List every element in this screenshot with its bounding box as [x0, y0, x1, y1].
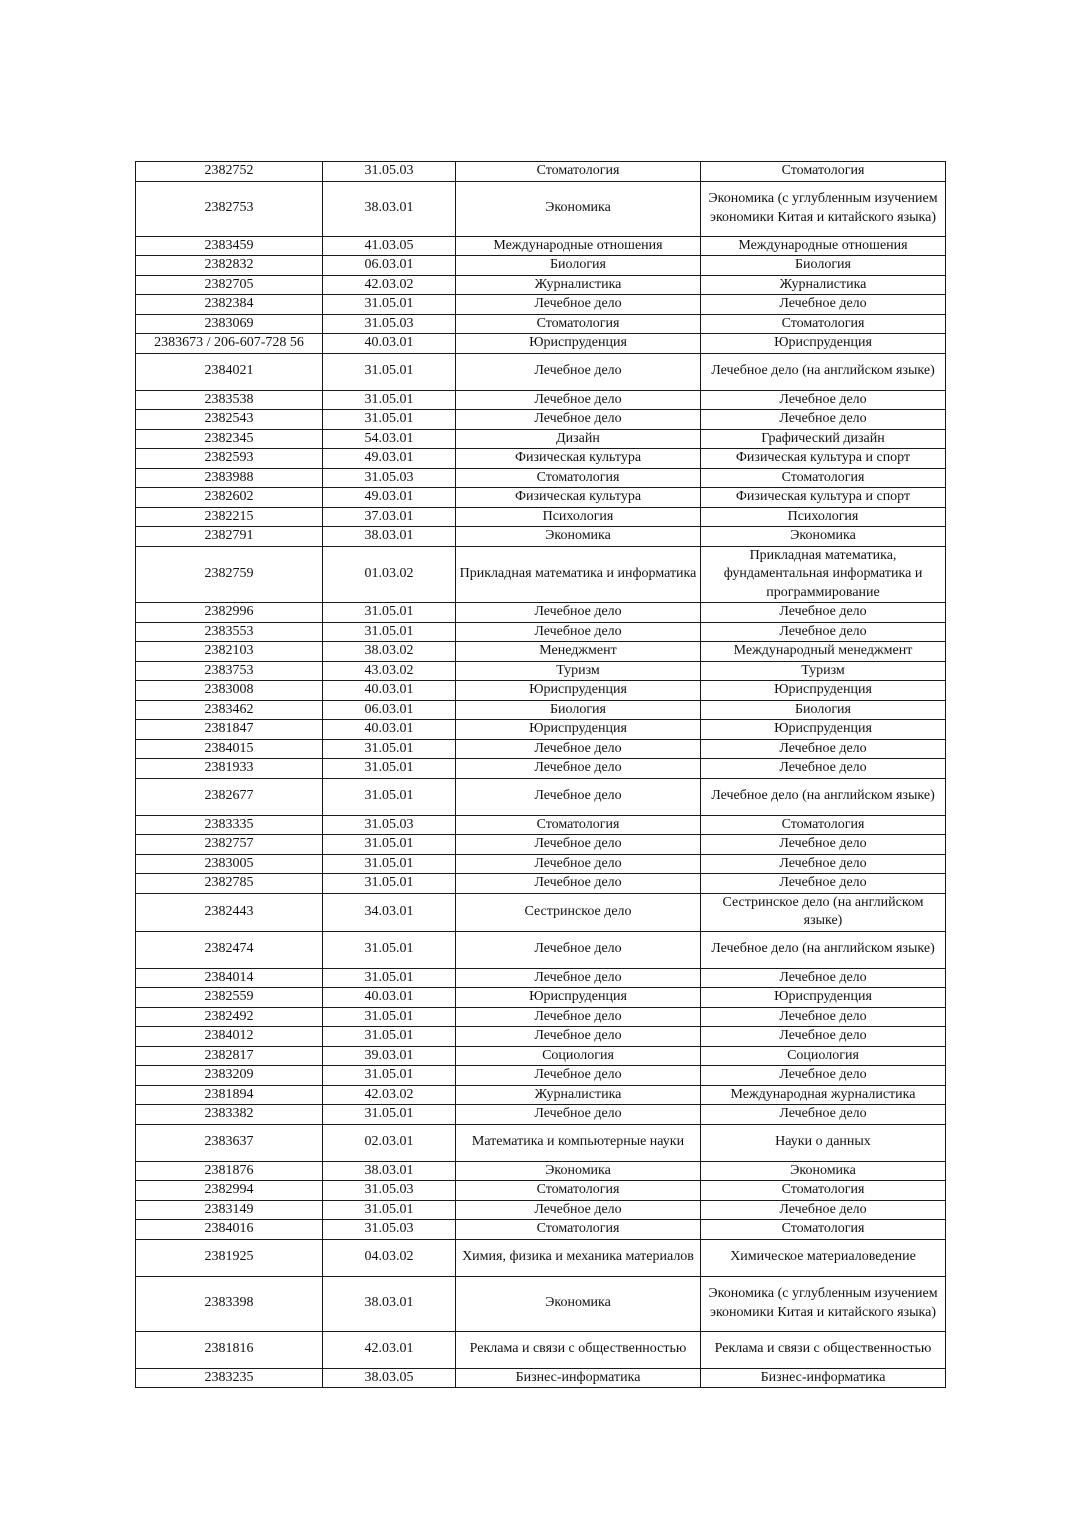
- table-row: [136, 968, 946, 988]
- applicant-id-cell: 2382443: [136, 893, 323, 931]
- applicant-id-cell: 2384012: [136, 1027, 323, 1047]
- profile-name-cell: Биология: [701, 256, 946, 276]
- program-code-cell: 38.03.01: [323, 181, 456, 236]
- table-row: [136, 661, 946, 681]
- profile-name-cell: Графический дизайн: [701, 429, 946, 449]
- profile-name-cell: Биология: [701, 700, 946, 720]
- table-row: [136, 1027, 946, 1047]
- program-name-cell: Лечебное дело: [456, 759, 701, 779]
- program-name-cell: Стоматология: [456, 468, 701, 488]
- program-code-cell: 31.05.01: [323, 353, 456, 390]
- applicant-id-cell: 2383005: [136, 854, 323, 874]
- profile-name-cell: Лечебное дело (на английском языке): [701, 778, 946, 815]
- program-code-cell: 31.05.01: [323, 854, 456, 874]
- table-row: [136, 1220, 946, 1240]
- program-name-cell: Лечебное дело: [456, 622, 701, 642]
- program-name-cell: Лечебное дело: [456, 410, 701, 430]
- program-name-cell: Лечебное дело: [456, 835, 701, 855]
- profile-name-cell: Химическое материаловедение: [701, 1239, 946, 1276]
- profile-name-cell: Лечебное дело: [701, 622, 946, 642]
- program-name-cell: Международные отношения: [456, 236, 701, 256]
- table-row: [136, 815, 946, 835]
- applicant-id-cell: 2382752: [136, 162, 323, 182]
- table-row: [136, 778, 946, 815]
- program-name-cell: Стоматология: [456, 1181, 701, 1201]
- program-code-cell: 54.03.01: [323, 429, 456, 449]
- profile-name-cell: Юриспруденция: [701, 681, 946, 701]
- table-row: [136, 275, 946, 295]
- program-name-cell: Социология: [456, 1046, 701, 1066]
- table-row: [136, 739, 946, 759]
- applicant-id-cell: 2384016: [136, 1220, 323, 1240]
- table-row: [136, 1105, 946, 1125]
- profile-name-cell: Лечебное дело (на английском языке): [701, 931, 946, 968]
- table-row: [136, 507, 946, 527]
- table-row: [136, 314, 946, 334]
- program-name-cell: Лечебное дело: [456, 1105, 701, 1125]
- table-row: [136, 854, 946, 874]
- program-code-cell: 31.05.01: [323, 931, 456, 968]
- profile-name-cell: Психология: [701, 507, 946, 527]
- applicant-id-cell: 2383753: [136, 661, 323, 681]
- profile-name-cell: Лечебное дело (на английском языке): [701, 353, 946, 390]
- applicant-id-cell: 2382602: [136, 488, 323, 508]
- program-name-cell: Сестринское дело: [456, 893, 701, 931]
- program-name-cell: Журналистика: [456, 275, 701, 295]
- profile-name-cell: Лечебное дело: [701, 1007, 946, 1027]
- program-name-cell: Биология: [456, 700, 701, 720]
- program-code-cell: 39.03.01: [323, 1046, 456, 1066]
- profile-name-cell: Лечебное дело: [701, 968, 946, 988]
- table-row: [136, 720, 946, 740]
- applicant-id-cell: 2383382: [136, 1105, 323, 1125]
- program-name-cell: Стоматология: [456, 1220, 701, 1240]
- table-row: [136, 1161, 946, 1181]
- program-name-cell: Реклама и связи с общественностью: [456, 1331, 701, 1368]
- table-row: [136, 681, 946, 701]
- program-name-cell: Химия, физика и механика материалов: [456, 1239, 701, 1276]
- applicant-id-cell: 2382994: [136, 1181, 323, 1201]
- program-code-cell: 31.05.01: [323, 295, 456, 315]
- applicant-id-cell: 2382103: [136, 642, 323, 662]
- program-name-cell: Экономика: [456, 181, 701, 236]
- profile-name-cell: Стоматология: [701, 162, 946, 182]
- applicant-id-cell: 2382677: [136, 778, 323, 815]
- program-name-cell: Лечебное дело: [456, 739, 701, 759]
- profile-name-cell: Стоматология: [701, 1181, 946, 1201]
- applicant-id-cell: 2383538: [136, 390, 323, 410]
- applicant-id-cell: 2383235: [136, 1368, 323, 1388]
- profile-name-cell: Юриспруденция: [701, 720, 946, 740]
- table-row: [136, 988, 946, 1008]
- table-row: [136, 390, 946, 410]
- program-name-cell: Лечебное дело: [456, 295, 701, 315]
- program-code-cell: 43.03.02: [323, 661, 456, 681]
- program-name-cell: Физическая культура: [456, 449, 701, 469]
- program-name-cell: Лечебное дело: [456, 1066, 701, 1086]
- profile-name-cell: Науки о данных: [701, 1124, 946, 1161]
- profile-name-cell: Реклама и связи с общественностью: [701, 1331, 946, 1368]
- profile-name-cell: Стоматология: [701, 1220, 946, 1240]
- profile-name-cell: Лечебное дело: [701, 1105, 946, 1125]
- program-name-cell: Лечебное дело: [456, 931, 701, 968]
- applicant-id-cell: 2383637: [136, 1124, 323, 1161]
- applicant-id-cell: 2382757: [136, 835, 323, 855]
- table-row: [136, 334, 946, 354]
- table-row: [136, 527, 946, 547]
- program-code-cell: 02.03.01: [323, 1124, 456, 1161]
- program-code-cell: 31.05.01: [323, 759, 456, 779]
- program-name-cell: Лечебное дело: [456, 390, 701, 410]
- table-row: [136, 759, 946, 779]
- table-row: [136, 449, 946, 469]
- applicant-id-cell: 2382996: [136, 603, 323, 623]
- applicant-id-cell: 2382759: [136, 546, 323, 603]
- program-name-cell: Стоматология: [456, 314, 701, 334]
- program-name-cell: Лечебное дело: [456, 1200, 701, 1220]
- program-name-cell: Лечебное дело: [456, 1007, 701, 1027]
- table-row: [136, 353, 946, 390]
- program-code-cell: 31.05.03: [323, 314, 456, 334]
- table-row: [136, 700, 946, 720]
- program-code-cell: 31.05.03: [323, 815, 456, 835]
- program-code-cell: 49.03.01: [323, 449, 456, 469]
- program-code-cell: 31.05.01: [323, 968, 456, 988]
- table-row: [136, 1085, 946, 1105]
- program-code-cell: 37.03.01: [323, 507, 456, 527]
- applicant-id-cell: 2382785: [136, 874, 323, 894]
- program-name-cell: Стоматология: [456, 815, 701, 835]
- applicant-id-cell: 2383008: [136, 681, 323, 701]
- program-name-cell: Лечебное дело: [456, 968, 701, 988]
- profile-name-cell: Стоматология: [701, 815, 946, 835]
- program-name-cell: Стоматология: [456, 162, 701, 182]
- table-body: [136, 162, 946, 1388]
- program-name-cell: Дизайн: [456, 429, 701, 449]
- program-name-cell: Экономика: [456, 527, 701, 547]
- table-row: [136, 1239, 946, 1276]
- table-row: [136, 1331, 946, 1368]
- program-name-cell: Лечебное дело: [456, 778, 701, 815]
- program-code-cell: 31.05.01: [323, 390, 456, 410]
- table-row: [136, 835, 946, 855]
- table-row: [136, 1046, 946, 1066]
- table-row: [136, 236, 946, 256]
- table-row: [136, 1181, 946, 1201]
- program-code-cell: 31.05.01: [323, 622, 456, 642]
- program-name-cell: Биология: [456, 256, 701, 276]
- program-code-cell: 42.03.01: [323, 1331, 456, 1368]
- program-code-cell: 31.05.01: [323, 1105, 456, 1125]
- applicant-id-cell: 2384021: [136, 353, 323, 390]
- applicant-id-cell: 2382817: [136, 1046, 323, 1066]
- program-code-cell: 40.03.01: [323, 720, 456, 740]
- profile-name-cell: Экономика: [701, 527, 946, 547]
- applicant-id-cell: 2384014: [136, 968, 323, 988]
- program-code-cell: 31.05.03: [323, 468, 456, 488]
- applicant-id-cell: 2383335: [136, 815, 323, 835]
- profile-name-cell: Юриспруденция: [701, 334, 946, 354]
- profile-name-cell: Стоматология: [701, 468, 946, 488]
- program-name-cell: Менеджмент: [456, 642, 701, 662]
- program-code-cell: 38.03.01: [323, 1161, 456, 1181]
- profile-name-cell: Лечебное дело: [701, 874, 946, 894]
- applicant-id-cell: 2381933: [136, 759, 323, 779]
- program-code-cell: 42.03.02: [323, 275, 456, 295]
- program-code-cell: 04.03.02: [323, 1239, 456, 1276]
- program-code-cell: 06.03.01: [323, 700, 456, 720]
- program-code-cell: 38.03.01: [323, 527, 456, 547]
- program-code-cell: 31.05.01: [323, 1200, 456, 1220]
- table-row: [136, 295, 946, 315]
- profile-name-cell: Лечебное дело: [701, 835, 946, 855]
- program-code-cell: 40.03.01: [323, 334, 456, 354]
- program-name-cell: Лечебное дело: [456, 874, 701, 894]
- table-row: [136, 1368, 946, 1388]
- program-code-cell: 40.03.01: [323, 681, 456, 701]
- applicant-id-cell: 2383553: [136, 622, 323, 642]
- program-name-cell: Юриспруденция: [456, 720, 701, 740]
- program-code-cell: 31.05.03: [323, 1181, 456, 1201]
- profile-name-cell: Лечебное дело: [701, 1027, 946, 1047]
- profile-name-cell: Лечебное дело: [701, 854, 946, 874]
- applicant-id-cell: 2383209: [136, 1066, 323, 1086]
- table-row: [136, 1124, 946, 1161]
- table-row: [136, 931, 946, 968]
- program-name-cell: Лечебное дело: [456, 353, 701, 390]
- program-code-cell: 49.03.01: [323, 488, 456, 508]
- profile-name-cell: Сестринское дело (на английском языке): [701, 893, 946, 931]
- applicant-id-cell: 2382345: [136, 429, 323, 449]
- applicant-id-cell: 2382559: [136, 988, 323, 1008]
- table-row: [136, 429, 946, 449]
- program-code-cell: 31.05.01: [323, 739, 456, 759]
- applicant-id-cell: 2381847: [136, 720, 323, 740]
- profile-name-cell: Лечебное дело: [701, 1066, 946, 1086]
- program-name-cell: Журналистика: [456, 1085, 701, 1105]
- table-row: [136, 1066, 946, 1086]
- profile-name-cell: Туризм: [701, 661, 946, 681]
- program-name-cell: Юриспруденция: [456, 681, 701, 701]
- table-row: [136, 488, 946, 508]
- applicant-id-cell: 2382753: [136, 181, 323, 236]
- program-code-cell: 40.03.01: [323, 988, 456, 1008]
- table-row: [136, 256, 946, 276]
- profile-name-cell: Лечебное дело: [701, 390, 946, 410]
- profile-name-cell: Международный менеджмент: [701, 642, 946, 662]
- table-row: [136, 603, 946, 623]
- profile-name-cell: Социология: [701, 1046, 946, 1066]
- program-name-cell: Туризм: [456, 661, 701, 681]
- profile-name-cell: Лечебное дело: [701, 295, 946, 315]
- table-row: [136, 546, 946, 603]
- applicant-id-cell: 2383459: [136, 236, 323, 256]
- applicant-id-cell: 2382705: [136, 275, 323, 295]
- table-row: [136, 622, 946, 642]
- applicants-table: [135, 161, 946, 1388]
- profile-name-cell: Лечебное дело: [701, 739, 946, 759]
- program-name-cell: Экономика: [456, 1161, 701, 1181]
- program-code-cell: 31.05.01: [323, 410, 456, 430]
- applicant-id-cell: 2382384: [136, 295, 323, 315]
- program-code-cell: 42.03.02: [323, 1085, 456, 1105]
- table-row: [136, 181, 946, 236]
- applicant-id-cell: 2381876: [136, 1161, 323, 1181]
- program-code-cell: 31.05.01: [323, 835, 456, 855]
- program-code-cell: 38.03.01: [323, 1276, 456, 1331]
- profile-name-cell: Бизнес-информатика: [701, 1368, 946, 1388]
- program-code-cell: 31.05.01: [323, 874, 456, 894]
- program-name-cell: Математика и компьютерные науки: [456, 1124, 701, 1161]
- profile-name-cell: Стоматология: [701, 314, 946, 334]
- profile-name-cell: Физическая культура и спорт: [701, 449, 946, 469]
- applicant-id-cell: 2383398: [136, 1276, 323, 1331]
- profile-name-cell: Международная журналистика: [701, 1085, 946, 1105]
- program-code-cell: 41.03.05: [323, 236, 456, 256]
- table-row: [136, 410, 946, 430]
- applicant-id-cell: 2383673 / 206-607-728 56: [136, 334, 323, 354]
- program-name-cell: Экономика: [456, 1276, 701, 1331]
- program-name-cell: Юриспруденция: [456, 334, 701, 354]
- program-name-cell: Психология: [456, 507, 701, 527]
- program-code-cell: 31.05.03: [323, 162, 456, 182]
- applicant-id-cell: 2382791: [136, 527, 323, 547]
- applicant-id-cell: 2381894: [136, 1085, 323, 1105]
- program-code-cell: 06.03.01: [323, 256, 456, 276]
- program-code-cell: 31.05.01: [323, 603, 456, 623]
- applicant-id-cell: 2381925: [136, 1239, 323, 1276]
- applicant-id-cell: 2384015: [136, 739, 323, 759]
- profile-name-cell: Лечебное дело: [701, 603, 946, 623]
- profile-name-cell: Журналистика: [701, 275, 946, 295]
- table-row: [136, 1007, 946, 1027]
- program-code-cell: 31.05.01: [323, 1066, 456, 1086]
- program-code-cell: 38.03.05: [323, 1368, 456, 1388]
- program-name-cell: Бизнес-информатика: [456, 1368, 701, 1388]
- profile-name-cell: Прикладная математика, фундаментальная информатика и программирование: [701, 546, 946, 603]
- program-code-cell: 34.03.01: [323, 893, 456, 931]
- applicant-id-cell: 2383149: [136, 1200, 323, 1220]
- program-code-cell: 01.03.02: [323, 546, 456, 603]
- program-name-cell: Лечебное дело: [456, 603, 701, 623]
- applicant-id-cell: 2382215: [136, 507, 323, 527]
- program-name-cell: Физическая культура: [456, 488, 701, 508]
- table-row: [136, 642, 946, 662]
- applicant-id-cell: 2383988: [136, 468, 323, 488]
- profile-name-cell: Экономика (с углубленным изучением экономики Китая и китайского языка): [701, 1276, 946, 1331]
- profile-name-cell: Лечебное дело: [701, 1200, 946, 1220]
- applicant-id-cell: 2382543: [136, 410, 323, 430]
- table-row: [136, 1200, 946, 1220]
- applicant-id-cell: 2383462: [136, 700, 323, 720]
- program-code-cell: 31.05.01: [323, 778, 456, 815]
- applicant-id-cell: 2382832: [136, 256, 323, 276]
- program-name-cell: Лечебное дело: [456, 1027, 701, 1047]
- program-name-cell: Юриспруденция: [456, 988, 701, 1008]
- table-row: [136, 468, 946, 488]
- program-code-cell: 31.05.03: [323, 1220, 456, 1240]
- profile-name-cell: Юриспруденция: [701, 988, 946, 1008]
- program-code-cell: 31.05.01: [323, 1007, 456, 1027]
- program-code-cell: 31.05.01: [323, 1027, 456, 1047]
- profile-name-cell: Лечебное дело: [701, 410, 946, 430]
- applicant-id-cell: 2382593: [136, 449, 323, 469]
- program-code-cell: 38.03.02: [323, 642, 456, 662]
- table-row: [136, 874, 946, 894]
- profile-name-cell: Экономика (с углубленным изучением экономики Китая и китайского языка): [701, 181, 946, 236]
- profile-name-cell: Международные отношения: [701, 236, 946, 256]
- applicant-id-cell: 2383069: [136, 314, 323, 334]
- profile-name-cell: Лечебное дело: [701, 759, 946, 779]
- table-row: [136, 893, 946, 931]
- program-name-cell: Прикладная математика и информатика: [456, 546, 701, 603]
- applicant-id-cell: 2381816: [136, 1331, 323, 1368]
- applicant-id-cell: 2382474: [136, 931, 323, 968]
- profile-name-cell: Экономика: [701, 1161, 946, 1181]
- table-row: [136, 162, 946, 182]
- applicant-id-cell: 2382492: [136, 1007, 323, 1027]
- program-name-cell: Лечебное дело: [456, 854, 701, 874]
- profile-name-cell: Физическая культура и спорт: [701, 488, 946, 508]
- table-row: [136, 1276, 946, 1331]
